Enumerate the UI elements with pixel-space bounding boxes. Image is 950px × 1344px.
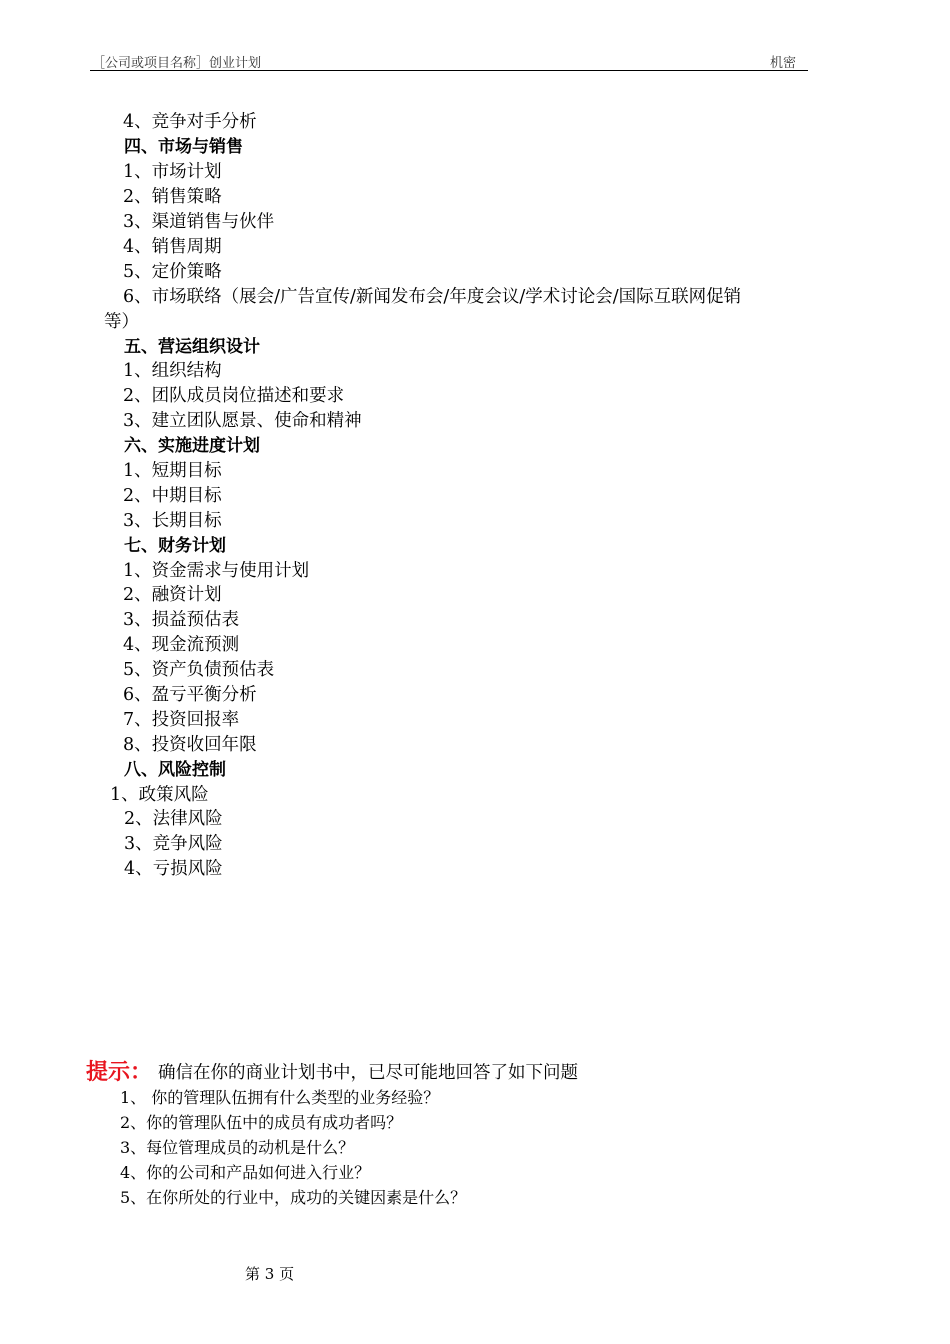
outline-item: 7、投资回报率 (123, 710, 240, 730)
outline-item: 6、盈亏平衡分析 (123, 685, 257, 705)
outline-item-continuation: 等） (104, 312, 139, 332)
outline-item: 4、现金流预测 (123, 635, 240, 655)
section-heading: 七、财务计划 (124, 536, 226, 556)
section-heading: 八、风险控制 (124, 760, 226, 780)
outline-item: 3、长期目标 (123, 511, 222, 531)
header-title: ［公司或项目名称］创业计划 (92, 56, 262, 71)
tip-label: 提示： (86, 1060, 153, 1085)
tip-question: 5、在你所处的行业中，成功的关键因素是什么？ (120, 1188, 467, 1207)
header-confidential: 机密 (770, 56, 797, 71)
tip-question: 1、 你的管理队伍拥有什么类型的业务经验？ (120, 1088, 440, 1107)
section-heading: 六、实施进度计划 (124, 436, 260, 456)
outline-item: 2、中期目标 (123, 486, 222, 506)
outline-item: 2、法律风险 (124, 809, 223, 829)
section-heading: 五、营运组织设计 (124, 337, 260, 357)
page-number: 第 3 页 (245, 1265, 295, 1283)
section-heading: 四、市场与销售 (124, 137, 243, 157)
tip-question: 3、每位管理成员的动机是什么？ (120, 1138, 355, 1157)
outline-item: 2、团队成员岗位描述和要求 (123, 386, 345, 406)
header-divider (90, 70, 808, 71)
outline-item: 2、销售策略 (123, 187, 222, 207)
outline-item: 2、融资计划 (123, 585, 222, 605)
outline-item: 3、建立团队愿景、使命和精神 (123, 411, 362, 431)
outline-item: 5、资产负债预估表 (123, 660, 275, 680)
outline-item: 1、资金需求与使用计划 (123, 561, 310, 581)
outline-item: 1、市场计划 (123, 162, 222, 182)
outline-item: 1、组织结构 (123, 361, 222, 381)
outline-item: 8、投资收回年限 (123, 735, 257, 755)
outline-item: 4、竞争对手分析 (123, 112, 257, 132)
outline-item: 4、销售周期 (123, 237, 222, 257)
tip-question: 2、你的管理队伍中的成员有成功者吗？ (120, 1113, 403, 1132)
outline-item: 4、亏损风险 (124, 859, 223, 879)
outline-item: 1、政策风险 (110, 785, 209, 805)
outline-item: 6、市场联络（展会/广告宣传/新闻发布会/年度会议/学术讨论会/国际互联网促销 (123, 287, 742, 307)
outline-item: 3、渠道销售与伙伴 (123, 212, 275, 232)
outline-item: 5、定价策略 (123, 262, 222, 282)
tip-intro: 确信在你的商业计划书中，已尽可能地回答了如下问题 (158, 1063, 578, 1083)
outline-item: 3、损益预估表 (123, 610, 240, 630)
outline-item: 1、短期目标 (123, 461, 222, 481)
outline-item: 3、竞争风险 (124, 834, 223, 854)
tip-question: 4、你的公司和产品如何进入行业？ (120, 1163, 371, 1182)
